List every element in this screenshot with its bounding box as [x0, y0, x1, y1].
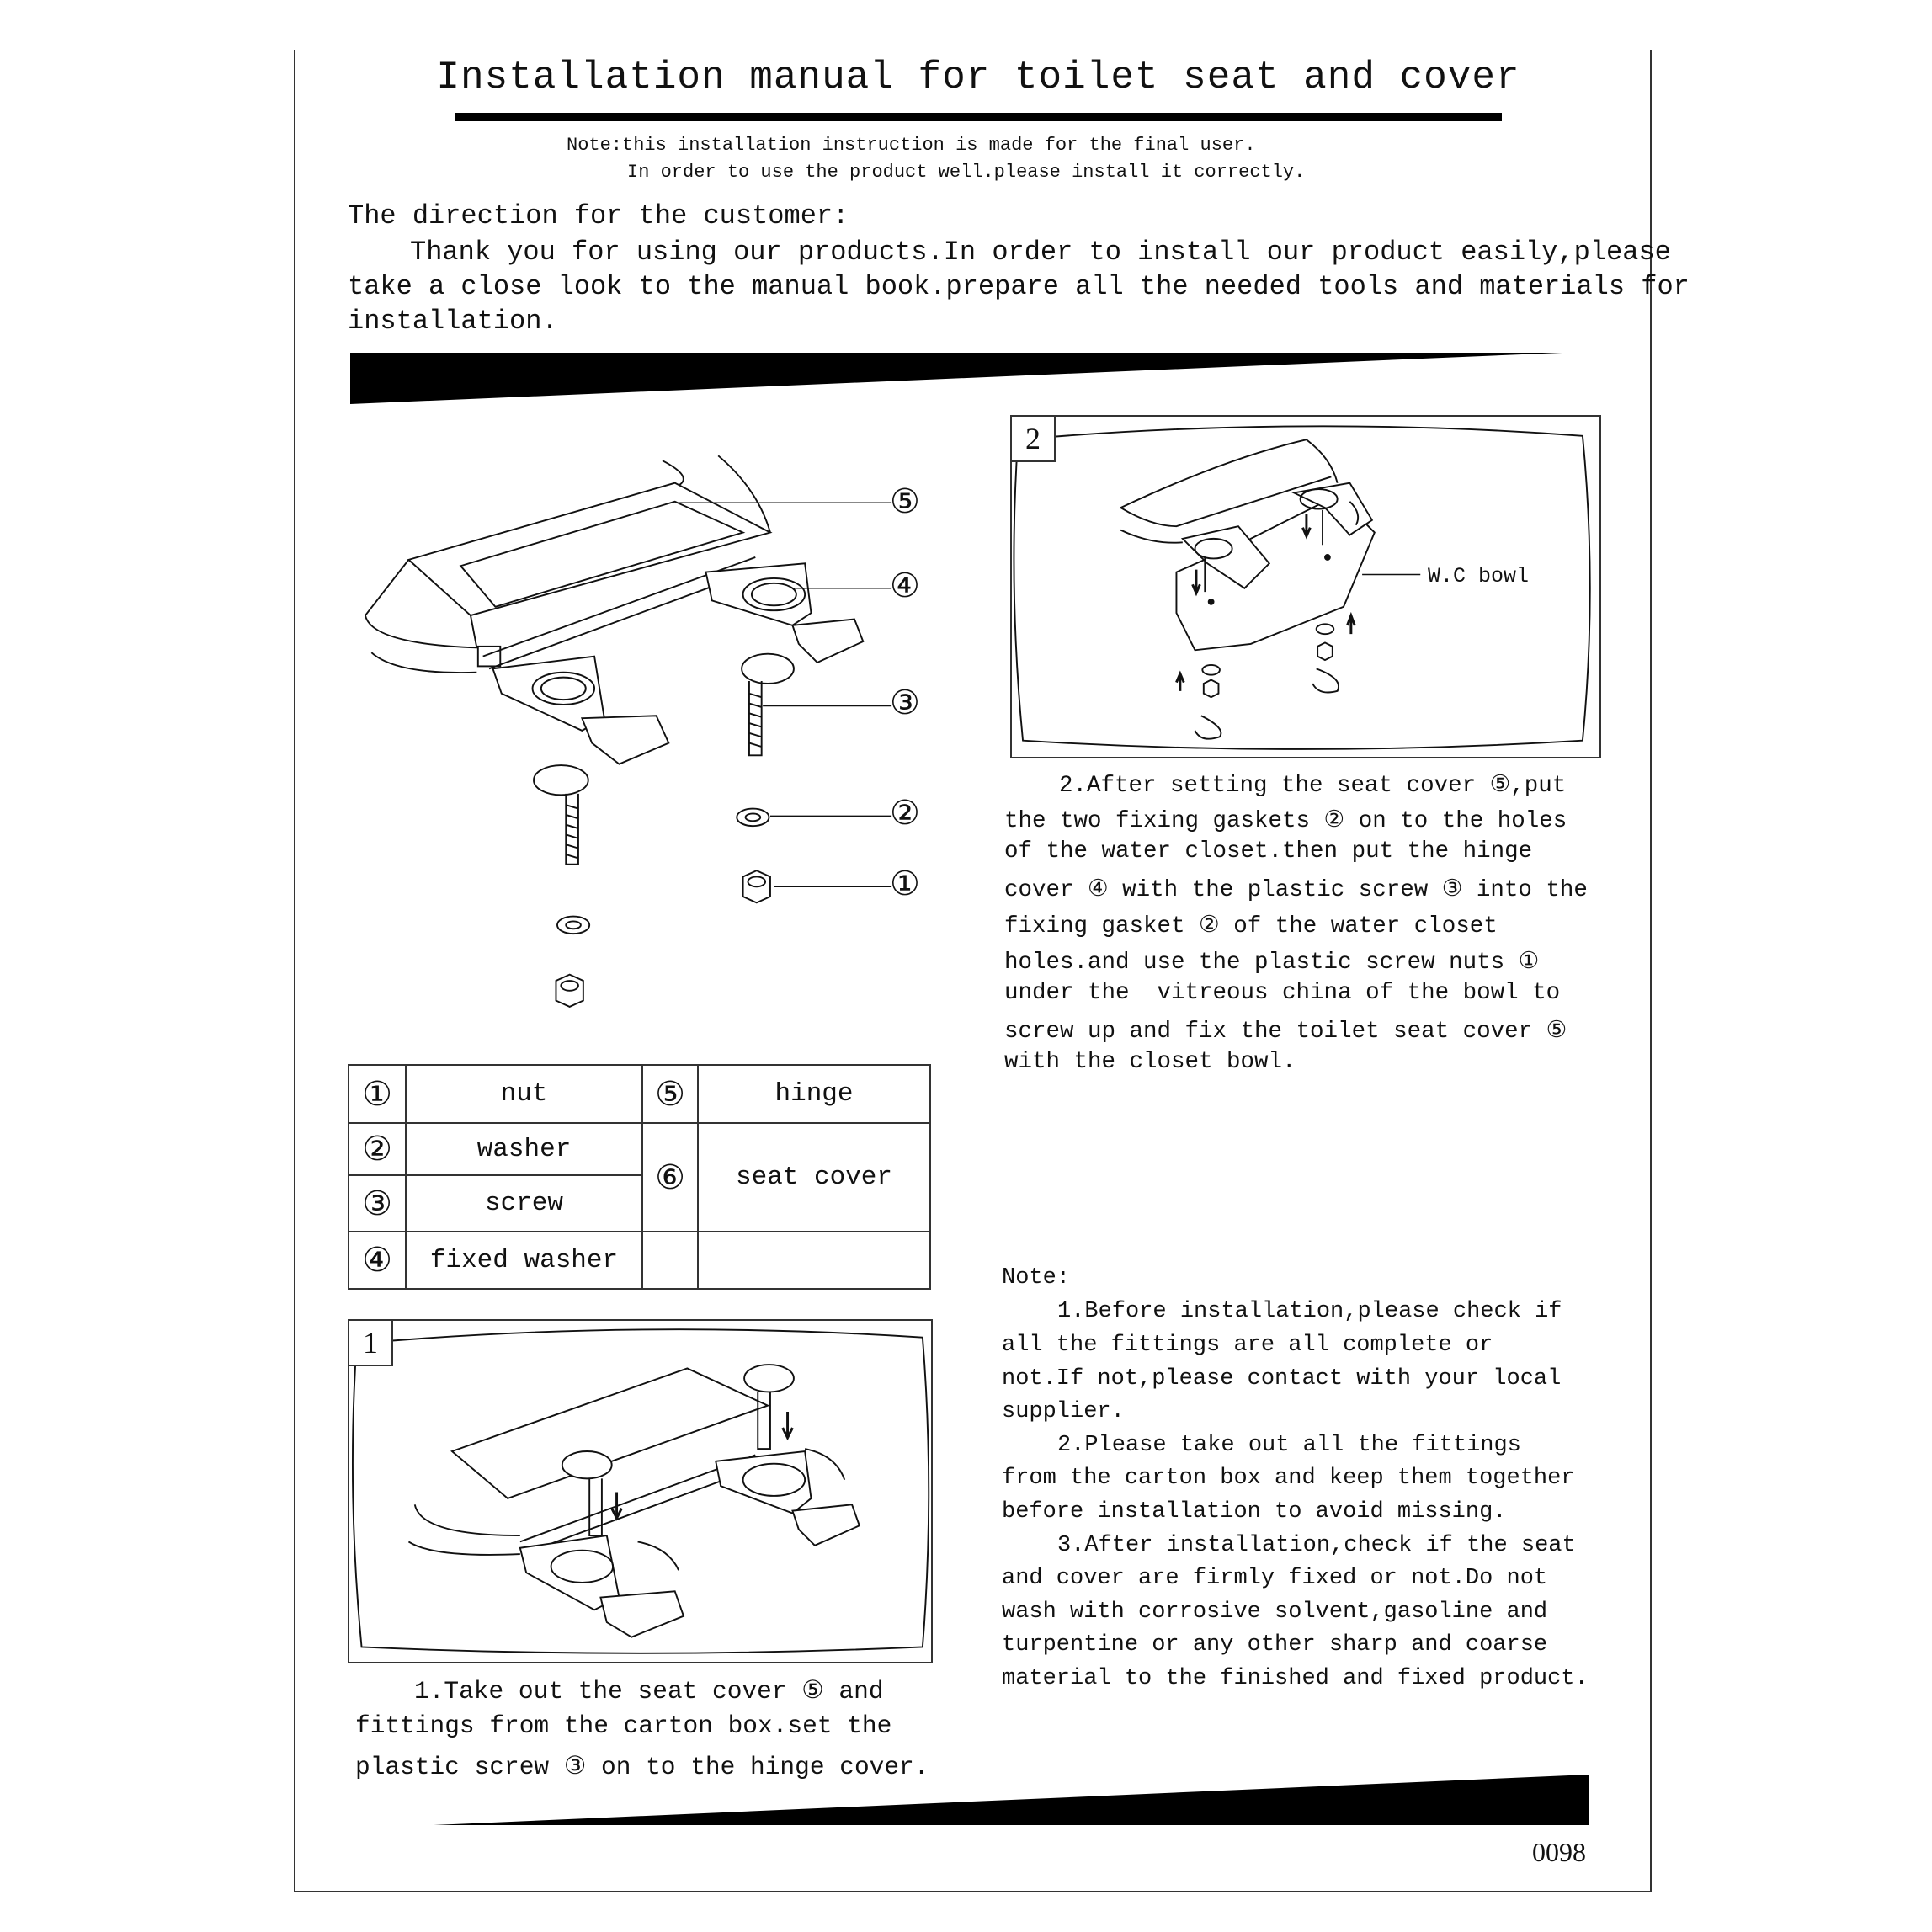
right-hinge-drawing [705, 563, 863, 663]
part-number: ③ [349, 1175, 406, 1232]
wc-bowl-label: W.C bowl [1428, 564, 1530, 588]
part-number: ⑤ [642, 1065, 698, 1123]
diagram-label-fixed-washer: ④ [890, 567, 920, 605]
empty-cell [642, 1232, 698, 1289]
table-row [349, 1065, 930, 1123]
step2-number: 2 [1012, 417, 1056, 462]
part-name: washer [406, 1123, 642, 1175]
diagram-label-nut: ① [890, 865, 920, 903]
note-line: and cover are firmly fixed or not.Do not [1002, 1566, 1548, 1591]
step2-line: the two fixing gaskets ② on to the holes [1004, 808, 1567, 834]
diagram-label-screw: ③ [890, 684, 920, 722]
direction-heading: The direction for the customer: [348, 200, 849, 232]
left-screw-drawing [534, 765, 588, 865]
part-name: seat cover [698, 1123, 930, 1232]
table-row [349, 1232, 930, 1289]
step2-line: fixing gasket ② of the water closet [1004, 913, 1498, 939]
nut-drawings [556, 870, 769, 1007]
note-line: wash with corrosive solvent,gasoline and [1002, 1599, 1548, 1625]
step2-line: holes.and use the plastic screw nuts ① [1004, 950, 1540, 976]
step2-line: 2.After setting the seat cover ⑤,put [1059, 773, 1567, 799]
step2-line: of the water closet.then put the hinge [1004, 838, 1533, 865]
top-wedge-bar [350, 353, 1562, 404]
note-line: not.If not,please contact with your local [1002, 1366, 1562, 1392]
part-number: ⑥ [642, 1123, 698, 1232]
step2-line: with the closet bowl. [1004, 1049, 1296, 1075]
part-name: screw [406, 1175, 642, 1232]
washer-drawings [557, 809, 769, 934]
parts-table [348, 1064, 931, 1290]
table-row [349, 1123, 930, 1175]
note-line: before installation to avoid missing. [1002, 1499, 1507, 1525]
step1-line-1: 1.Take out the seat cover ⑤ and [414, 1677, 884, 1706]
step2-line: screw up and fix the toilet seat cover ⑤ [1004, 1019, 1567, 1045]
empty-cell [698, 1232, 930, 1289]
note-line: all the fittings are all complete or [1002, 1333, 1493, 1358]
diagram-label-washer: ② [890, 794, 920, 833]
note-line: 3.After installation,check if the seat [1057, 1533, 1576, 1558]
note-line: 2.Please take out all the fittings [1057, 1433, 1521, 1458]
step1-line-2: fittings from the carton box.set the [355, 1711, 892, 1740]
part-name: nut [406, 1065, 642, 1123]
note-line: supplier. [1002, 1399, 1125, 1424]
right-screw-drawing [742, 654, 794, 756]
leader-lines [675, 503, 891, 886]
page-title: Installation manual for toilet seat and cover [436, 56, 1520, 99]
note-line: from the carton box and keep them together [1002, 1466, 1575, 1491]
direction-line-1: Thank you for using our products.In order to install our product easily,please [410, 237, 1671, 268]
step1-line-3: plastic screw ③ on to the hinge cover. [355, 1753, 929, 1781]
step1-number: 1 [349, 1321, 393, 1366]
part-number: ① [349, 1065, 406, 1123]
top-note-line-2: In order to use the product well.please install it correctly. [627, 162, 1306, 183]
note-line: material to the finished and fixed product. [1002, 1666, 1589, 1691]
part-number: ④ [349, 1232, 406, 1289]
top-note-line-1: Note:this installation instruction is made for the final user. [567, 135, 1256, 156]
direction-line-2: take a close look to the manual book.prepare all the needed tools and materials for [348, 271, 1690, 302]
part-name: fixed washer [406, 1232, 642, 1289]
note-line: 1.Before installation,please check if [1057, 1299, 1562, 1324]
note-line: turpentine or any other sharp and coarse [1002, 1632, 1548, 1658]
left-hinge-drawing [478, 647, 669, 764]
exploded-diagram [365, 455, 891, 1007]
direction-line-3: installation. [348, 306, 558, 337]
step2-line: under the vitreous china of the bowl to [1004, 980, 1561, 1006]
step2-line: cover ④ with the plastic screw ③ into the [1004, 877, 1588, 903]
part-name: hinge [698, 1065, 930, 1123]
notes-heading: Note: [1002, 1265, 1071, 1291]
bottom-wedge-bar [434, 1775, 1589, 1825]
part-number: ② [349, 1123, 406, 1175]
page-number: 0098 [1532, 1837, 1586, 1867]
diagram-label-hinge: ⑤ [890, 482, 920, 521]
step1-box [348, 1319, 933, 1663]
seat-cover-drawing [365, 455, 770, 673]
